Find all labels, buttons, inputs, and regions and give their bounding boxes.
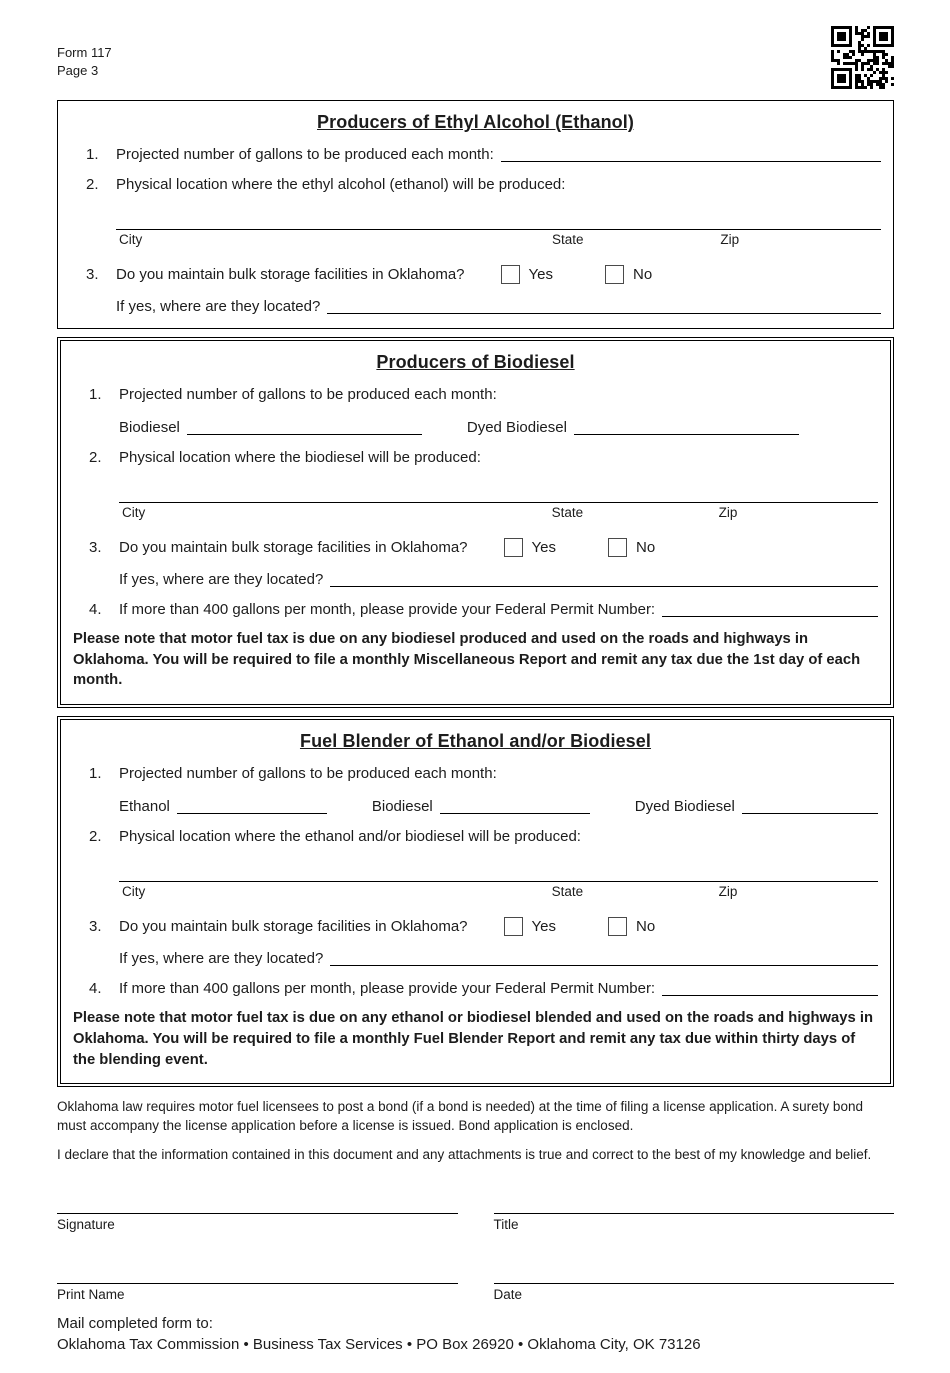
section-title: Producers of Biodiesel [376, 352, 575, 372]
item-federal-permit [73, 980, 878, 997]
item-number: 1. [89, 765, 102, 783]
print-name-field [57, 1265, 458, 1302]
date-line[interactable] [494, 1265, 895, 1284]
item-label: Projected number of gallons to be produced each month: [119, 765, 497, 783]
item-federal-permit [73, 601, 878, 618]
dyed-biodiesel-label: Dyed Biodiesel [466, 419, 567, 436]
item-label: Projected number of gallons to be produced each month: [116, 146, 494, 163]
section-biodiesel [57, 337, 894, 708]
item-if-yes [70, 298, 881, 315]
printname-date-row [57, 1265, 894, 1302]
item-physical-location [70, 176, 881, 193]
section-title: Producers of Ethyl Alcohol (Ethanol) [317, 112, 634, 132]
city-label: City [122, 505, 146, 520]
dyed-biodiesel-gallons-line[interactable] [574, 429, 799, 435]
dyed-biodiesel-gallons-line[interactable] [742, 808, 878, 814]
bond-text: Oklahoma law requires motor fuel licensees to post a bond (if a bond is needed) at the time of filing a license application. A surety bond must accompany the license application before a license is issued. Bond application is enclosed. [57, 1099, 863, 1134]
declaration-text: I declare that the information contained in this document and any attachments is true and correct to the best of my knowledge and belief. [57, 1146, 872, 1162]
biodiesel-gallons-line[interactable] [187, 429, 422, 435]
item-number: 2. [89, 828, 102, 846]
item-label: Do you maintain bulk storage facilities in Oklahoma? [119, 539, 468, 556]
item-number: 2. [86, 176, 99, 193]
print-name-line[interactable] [57, 1265, 458, 1284]
located-line[interactable] [330, 581, 878, 587]
date-field [494, 1265, 895, 1302]
section-title: Fuel Blender of Ethanol and/or Biodiesel [299, 731, 652, 752]
biodiesel-label: Biodiesel [371, 798, 433, 816]
signature-label: Signature [57, 1216, 115, 1232]
city-label: City [119, 232, 143, 247]
qr-code [831, 26, 894, 89]
item-number: 1. [89, 386, 102, 403]
section-blender [57, 716, 894, 1087]
title-line[interactable] [494, 1195, 895, 1214]
item-number: 3. [86, 266, 99, 283]
form-number-label: Form 117 [57, 45, 112, 60]
item-label: Physical location where the biodiesel will be produced: [119, 449, 481, 466]
item-physical-location [73, 449, 878, 466]
yes-checkbox[interactable] [501, 265, 520, 284]
biodiesel-label: Biodiesel [119, 419, 180, 436]
located-line[interactable] [330, 960, 878, 966]
if-yes-label: If yes, where are they located? [119, 950, 324, 968]
biodiesel-gallons-line[interactable] [440, 808, 590, 814]
mail-address: Oklahoma Tax Commission • Business Tax Services • PO Box 26920 • Oklahoma City, OK 73126 [57, 1335, 701, 1353]
item-bulk-storage [73, 917, 878, 936]
item-bulk-storage [70, 265, 881, 284]
item-number: 2. [89, 449, 102, 466]
federal-permit-line[interactable] [662, 990, 878, 996]
item-if-yes [73, 950, 878, 967]
item-label: If more than 400 gallons per month, please provide your Federal Permit Number: [119, 601, 656, 618]
page-number-label: Page 3 [57, 62, 99, 78]
title-label: Title [493, 1216, 519, 1232]
page-header [57, 44, 894, 88]
item-physical-location [73, 828, 878, 845]
item-number: 4. [89, 980, 102, 998]
item-number: 4. [89, 601, 102, 618]
item-label: Physical location where the ethyl alcohol (ethanol) will be produced: [116, 176, 566, 193]
item-label: Do you maintain bulk storage facilities in Oklahoma? [119, 918, 468, 936]
state-label: State [551, 505, 584, 520]
item-label: If more than 400 gallons per month, please provide your Federal Permit Number: [119, 980, 656, 998]
item-label: Projected number of gallons to be produced each month: [119, 386, 497, 403]
city-state-zip-line[interactable] [116, 213, 881, 230]
ethanol-label: Ethanol [119, 798, 170, 816]
location-field [116, 213, 881, 250]
date-label: Date [493, 1286, 523, 1302]
zip-label: Zip [718, 505, 738, 520]
located-line[interactable] [327, 308, 881, 314]
yes-checkbox[interactable] [504, 917, 523, 936]
state-label: State [552, 232, 584, 247]
city-state-zip-line[interactable] [119, 865, 878, 882]
item-number: 1. [86, 146, 99, 163]
if-yes-label: If yes, where are they located? [119, 571, 324, 588]
no-checkbox[interactable] [608, 538, 627, 557]
if-yes-label: If yes, where are they located? [116, 298, 321, 315]
no-checkbox[interactable] [608, 917, 627, 936]
no-label: No [633, 266, 653, 283]
yes-checkbox[interactable] [504, 538, 523, 557]
title-field [494, 1195, 895, 1232]
item-projected-gallons [70, 146, 881, 163]
mail-to-label: Mail completed form to: [57, 1314, 213, 1332]
city-label: City [122, 884, 146, 900]
dyed-biodiesel-label: Dyed Biodiesel [634, 798, 735, 816]
no-checkbox[interactable] [605, 265, 624, 284]
gallons-row [73, 798, 878, 815]
yes-label: Yes [531, 539, 556, 556]
item-projected-gallons [73, 386, 878, 403]
projected-gallons-line[interactable] [501, 156, 881, 162]
no-label: No [636, 539, 656, 556]
signature-line[interactable] [57, 1195, 458, 1214]
signature-title-row [57, 1195, 894, 1232]
form-footer [57, 1097, 894, 1352]
yes-label: Yes [528, 266, 553, 283]
item-label: Physical location where the ethanol and/or biodiesel will be produced: [119, 828, 581, 846]
federal-permit-line[interactable] [662, 611, 878, 617]
note-text: Please note that motor fuel tax is due on any biodiesel produced and used on the roads and highways in Oklahoma. You will be required to file a monthly Miscellaneous Report and remit any tax due the 1st day of each month. [73, 631, 861, 689]
item-if-yes [73, 571, 878, 588]
item-number: 3. [89, 539, 102, 556]
location-field [119, 486, 878, 523]
note-text: Please note that motor fuel tax is due on any ethanol or biodiesel blended and used on the roads and highways in Oklahoma. You will be required to file a monthly Fuel Blender Report and remit any tax due within thirty days of the blending event. [73, 1010, 873, 1068]
print-name-label: Print Name [57, 1286, 125, 1302]
yes-label: Yes [531, 918, 556, 936]
item-label: Do you maintain bulk storage facilities in Oklahoma? [116, 266, 465, 283]
signature-field [57, 1195, 458, 1232]
zip-label: Zip [720, 232, 740, 247]
section-ethanol [57, 100, 894, 329]
location-field [119, 865, 878, 902]
gallons-row [73, 419, 878, 436]
no-label: No [636, 918, 656, 936]
state-label: State [551, 884, 584, 900]
item-bulk-storage [73, 538, 878, 557]
city-state-zip-line[interactable] [119, 486, 878, 503]
zip-label: Zip [718, 884, 738, 900]
item-number: 3. [89, 918, 102, 936]
ethanol-gallons-line[interactable] [177, 808, 327, 814]
item-projected-gallons [73, 765, 878, 782]
